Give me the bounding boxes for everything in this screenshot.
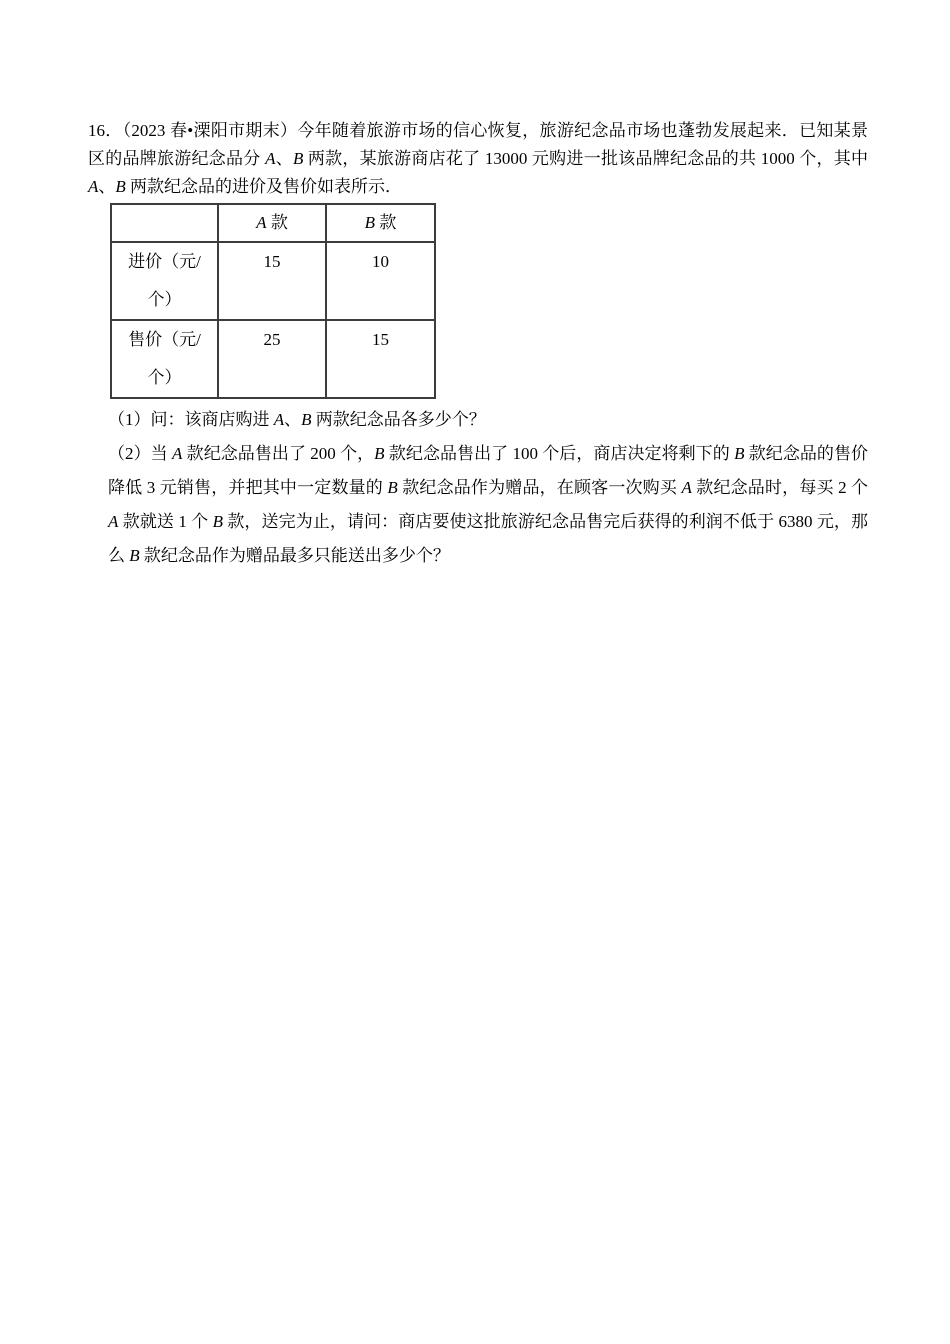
- text-segment: 两款纪念品的进价及售价如表所示．: [125, 177, 403, 196]
- price-table-header-b: [326, 204, 435, 242]
- purchase-price-label-line1: 进价（元/: [128, 252, 201, 271]
- price-table-header-row: [111, 204, 435, 242]
- math-variable: B: [129, 546, 140, 565]
- purchase-price-label-line2: 个）: [147, 290, 182, 309]
- math-variable: A: [171, 444, 183, 463]
- problem-statement: [88, 117, 868, 201]
- text-segment: 区的品牌旅游纪念品分: [88, 149, 266, 168]
- question-2-line: [108, 505, 868, 539]
- selling-price-label-line1: 售价（元/: [128, 330, 201, 349]
- question-2-line: [108, 471, 868, 505]
- questions-section: [108, 403, 868, 573]
- text-segment: 款纪念品售出了 100 个后，商店决定将剩下的: [384, 444, 735, 463]
- text-segment: 、: [98, 177, 116, 196]
- math-variable: A: [108, 512, 119, 531]
- price-table-corner-cell: [111, 204, 218, 242]
- price-table-header-a: [218, 204, 326, 242]
- math-variable: B: [301, 410, 312, 429]
- text-segment: 款纪念品作为赠品，在顾客一次购买: [397, 478, 682, 497]
- text-segment: 款就送 1 个: [118, 512, 213, 531]
- selling-price-b-value: 15: [326, 320, 435, 398]
- math-variable: A: [256, 213, 267, 232]
- text-segment: 款: [375, 213, 397, 232]
- selling-price-label: [111, 320, 218, 398]
- math-variable: B: [374, 444, 385, 463]
- text-segment: 两款纪念品各多少个？: [311, 410, 486, 429]
- text-segment: 么: [108, 546, 130, 565]
- selling-price-label-line2: 个）: [147, 368, 182, 387]
- text-segment: 降低 3 元销售，并把其中一定数量的: [108, 478, 388, 497]
- math-variable: A: [273, 410, 285, 429]
- price-table-row-selling-price: [111, 320, 435, 398]
- text-segment: 款，送完为止，请问：商店要使这批旅游纪念品售完后获得的利润不低于 6380 元，那: [223, 512, 869, 531]
- math-variable: A: [265, 149, 276, 168]
- math-variable: B: [364, 213, 376, 232]
- math-variable: B: [387, 478, 398, 497]
- question-2-line: [108, 437, 868, 471]
- math-variable: B: [115, 177, 126, 196]
- price-table-row-purchase-price: [111, 242, 435, 320]
- text-segment: 款纪念品时，每买 2 个: [691, 478, 869, 497]
- text-segment: 两款，某旅游商店花了 13000 元购进一批该品牌纪念品的共 1000 个，其中: [303, 149, 869, 168]
- purchase-price-b-value: 10: [326, 242, 435, 320]
- text-segment: 款纪念品的售价: [744, 444, 869, 463]
- text-segment: （2）当: [108, 444, 172, 463]
- math-variable: A: [88, 177, 99, 196]
- text-segment: 款: [266, 213, 288, 232]
- purchase-price-label: [111, 242, 218, 320]
- question-1-line: [108, 403, 868, 437]
- text-segment: 、: [275, 149, 293, 168]
- problem-text-line: [88, 173, 868, 201]
- selling-price-a-value: 25: [218, 320, 326, 398]
- problem-text-line: [88, 145, 868, 173]
- question-2-line: [108, 539, 868, 573]
- problem-text-line: [88, 117, 868, 145]
- text-segment: 16．（2023 春•溧阳市期末）今年随着旅游市场的信心恢复，旅游纪念品市场也蓬勃发展起来．已知某景: [88, 121, 868, 140]
- math-variable: A: [681, 478, 692, 497]
- math-variable: B: [212, 512, 223, 531]
- text-segment: 款纪念品售出了 200 个，: [182, 444, 375, 463]
- text-segment: 款纪念品作为赠品最多只能送出多少个？: [139, 546, 450, 565]
- math-variable: B: [292, 149, 304, 168]
- purchase-price-a-value: 15: [218, 242, 326, 320]
- price-table: [110, 203, 436, 399]
- text-segment: 、: [284, 410, 302, 429]
- math-variable: B: [734, 444, 745, 463]
- text-segment: （1）问：该商店购进: [108, 410, 274, 429]
